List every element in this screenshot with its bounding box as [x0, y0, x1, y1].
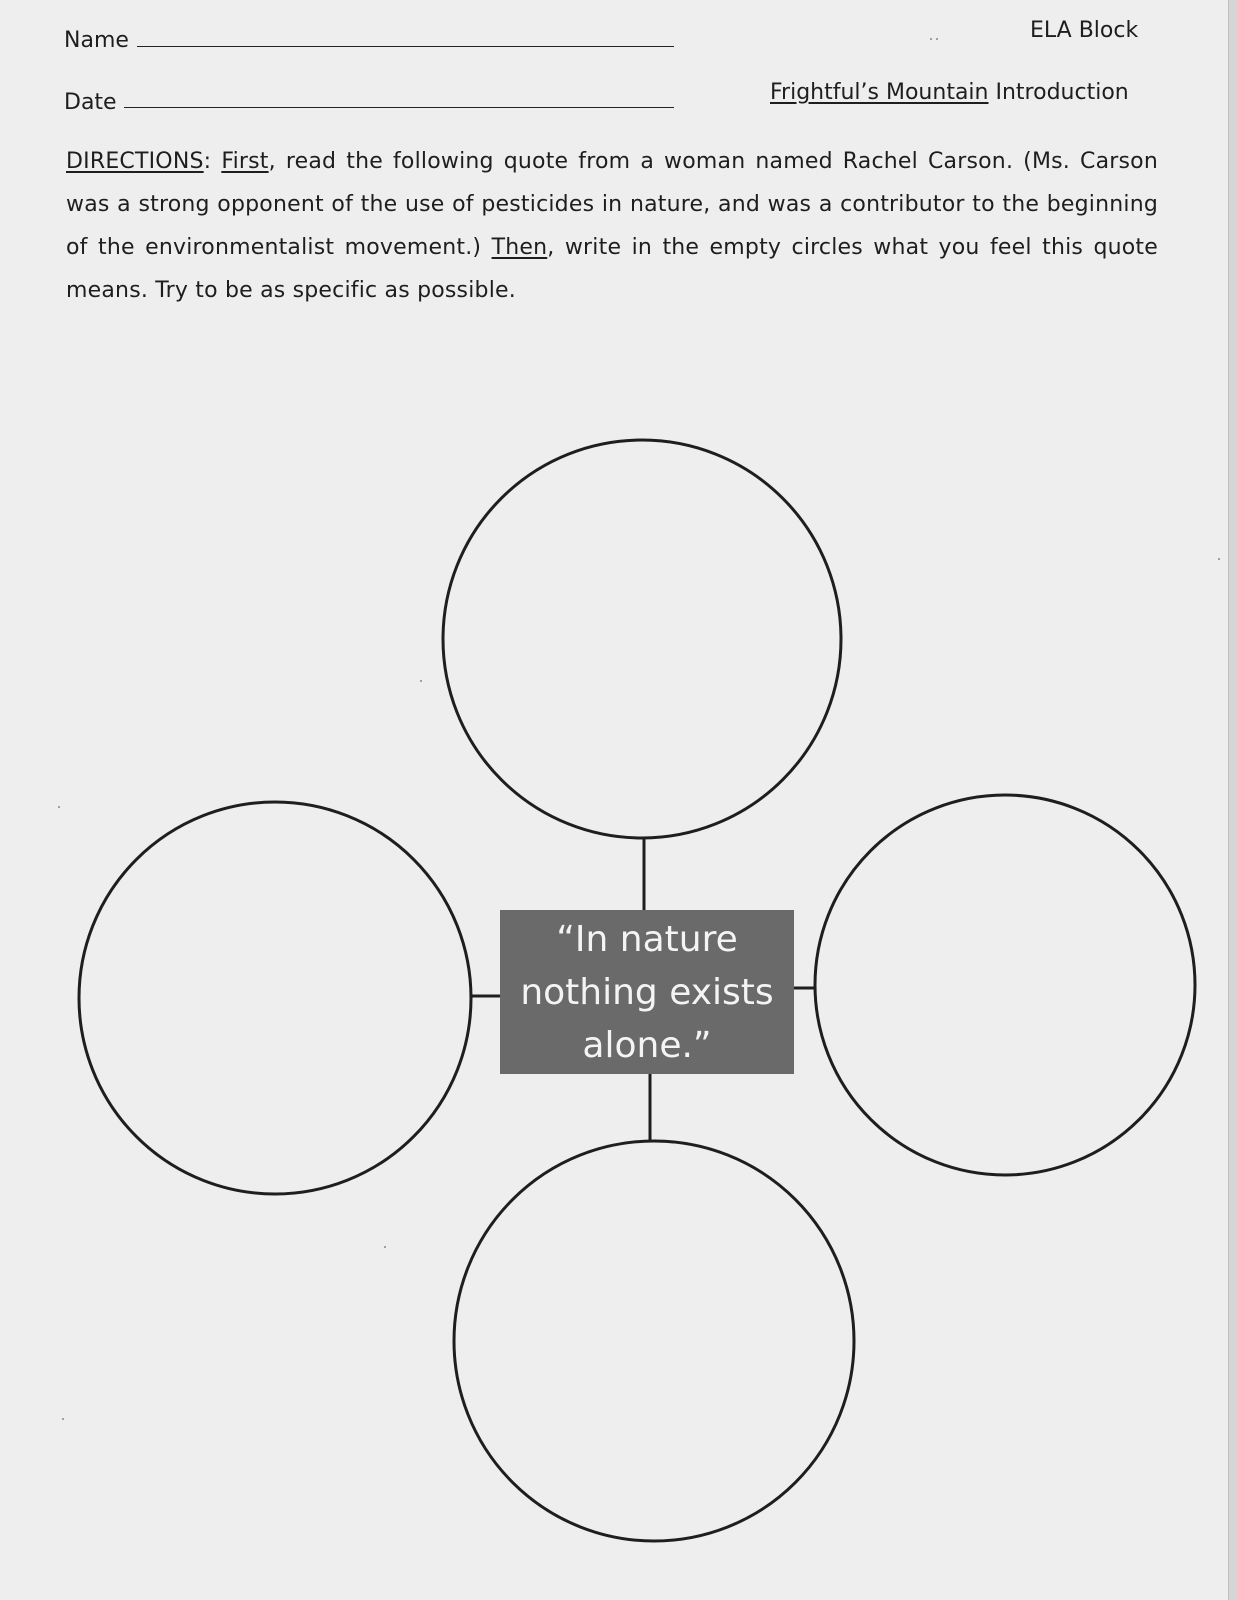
scan-speck — [384, 1246, 386, 1248]
answer-circle-left[interactable] — [79, 802, 471, 1194]
answer-circle-top[interactable] — [443, 440, 841, 838]
quote-line-3: alone.” — [582, 1024, 712, 1066]
directions-paragraph: DIRECTIONS: First, read the following quote from a woman named Rachel Carson. (Ms. Carson was a strong opponent of the use of pesticides in nature, and was a contributor to the beginning of the environmentalist movement.) Then, write in the empty circles what you feel this quote means. Try to be as specific as possible. — [66, 149, 1158, 303]
directions-first: First — [221, 149, 269, 174]
quote-box — [500, 910, 794, 1074]
directions-then: Then — [491, 235, 548, 260]
scan-speck — [936, 38, 938, 40]
quote-line-2: nothing exists — [520, 971, 774, 1013]
name-label: Name — [64, 28, 129, 53]
book-title: Frightful’s Mountain — [770, 80, 989, 105]
quote-line-1: “In nature — [556, 918, 738, 960]
directions-label: DIRECTIONS — [66, 149, 204, 174]
scan-speck — [930, 38, 932, 40]
answer-circle-right[interactable] — [815, 795, 1195, 1175]
date-label: Date — [64, 90, 117, 115]
answer-circle-bottom[interactable] — [454, 1141, 854, 1541]
book-title-suffix: Introduction — [995, 80, 1129, 105]
quote-text — [520, 913, 773, 1072]
directions-text-2: , write in the empty circles what you feel this quote means. Try to be as specific as possible. — [66, 235, 1158, 303]
directions-text-1: , read the following quote from a woman named Rachel Carson. (Ms. Carson was a strong opponent of the use of pesticides in nature, and was a contributor to the beginning of the environmentalist movement.) — [66, 149, 1158, 260]
block-label: ELA Block — [1030, 18, 1139, 43]
scan-speck — [420, 680, 422, 682]
scan-speck — [62, 1418, 64, 1420]
scan-speck — [1218, 558, 1220, 560]
scan-speck — [58, 806, 60, 808]
scan-edge — [1228, 0, 1237, 1600]
